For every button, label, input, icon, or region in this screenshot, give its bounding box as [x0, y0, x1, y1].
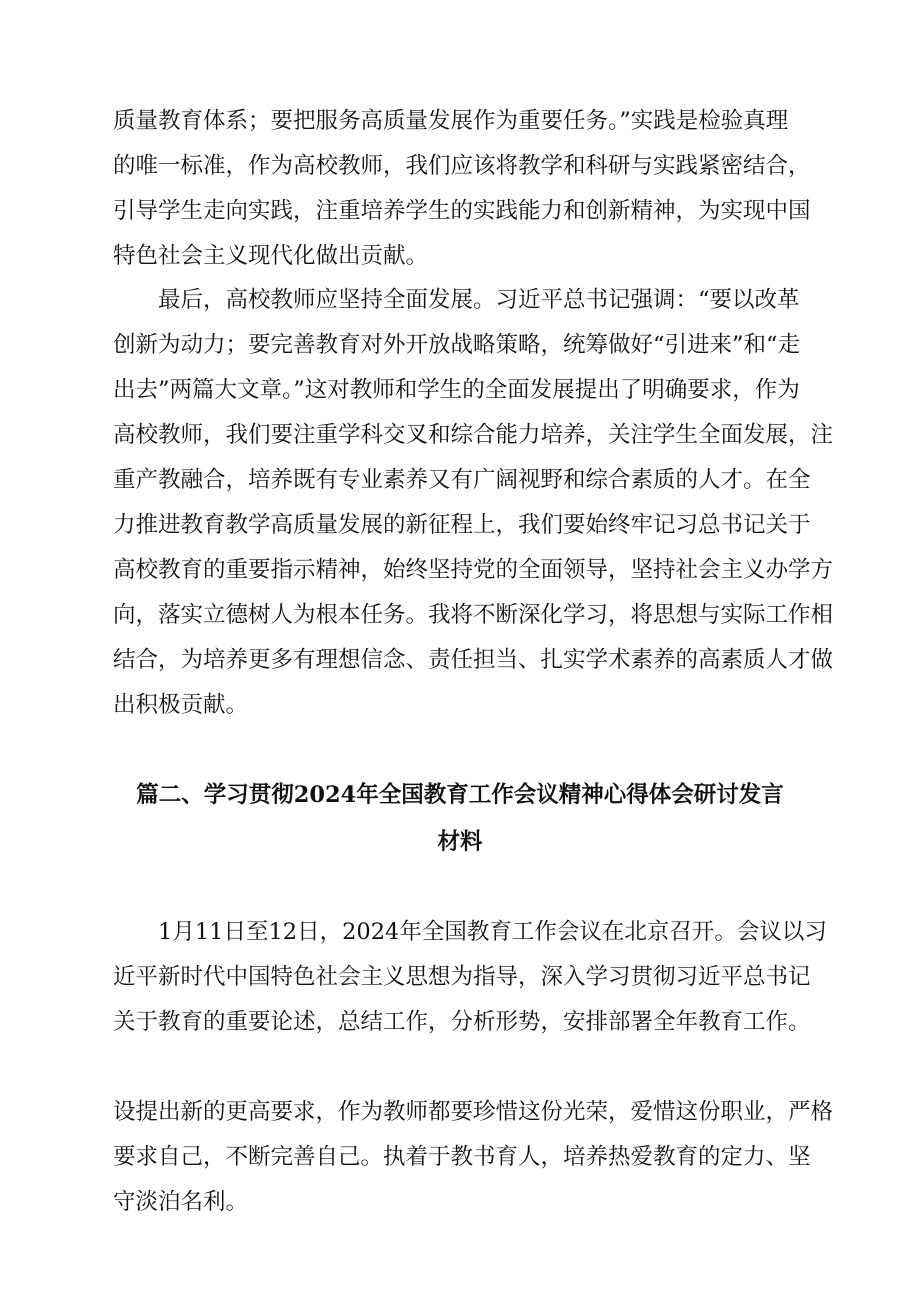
- paragraph-line: 引导学生走向实践，注重培养学生的实践能力和创新精神，为实现中国: [113, 198, 811, 224]
- paragraph-line: 的唯一标准，作为高校教师，我们应该将教学和科研与实践紧密结合，: [113, 153, 811, 179]
- paragraph-line: 出去”两篇大文章。”这对教师和学生的全面发展提出了明确要求，作为: [113, 377, 800, 403]
- paragraph-line: 重产教融合，培养既有专业素养又有广阔视野和综合素质的人才。在全: [113, 467, 811, 493]
- paragraph-line: 守淡泊名利。: [113, 1189, 249, 1215]
- paragraph-line: 1月11日至12日，2024年全国教育工作会议在北京召开。会议以习: [113, 919, 827, 945]
- section-heading: 篇二、学习贯彻2024年全国教育工作会议精神心得体会研讨发言: [136, 782, 784, 808]
- paragraph-line: 关于教育的重要论述，总结工作，分析形势，安排部署全年教育工作。: [113, 1009, 811, 1035]
- paragraph-line: 出积极贡献。: [113, 692, 249, 718]
- paragraph-line: 高校教育的重要指示精神，始终坚持党的全面领导，坚持社会主义办学方: [113, 557, 833, 583]
- paragraph-line: 最后，高校教师应坚持全面发展。习近平总书记强调：“要以改革: [113, 287, 800, 313]
- paragraph-line: 设提出新的更高要求，作为教师都要珍惜这份光荣，爱惜这份职业，严格: [113, 1099, 833, 1125]
- paragraph-line: 创新为动力；要完善教育对外开放战略策略，统筹做好“引进来”和“走: [113, 332, 801, 358]
- paragraph-line: 特色社会主义现代化做出贡献。: [113, 243, 429, 269]
- paragraph-line: 高校教师，我们要注重学科交叉和综合能力培养，关注学生全面发展，注: [113, 422, 833, 448]
- paragraph-line: 质量教育体系；要把服务高质量发展作为重要任务。”实践是检验真理: [113, 108, 789, 134]
- section-heading-continued: 材料: [437, 829, 483, 855]
- paragraph-line: 近平新时代中国特色社会主义思想为指导，深入学习贯彻习近平总书记: [113, 964, 811, 990]
- paragraph-line: 向，落实立德树人为根本任务。我将不断深化学习，将思想与实际工作相: [113, 602, 833, 628]
- paragraph-line: 结合，为培养更多有理想信念、责任担当、扎实学术素养的高素质人才做: [113, 647, 833, 673]
- paragraph-line: 力推进教育教学高质量发展的新征程上，我们要始终牢记习总书记关于: [113, 512, 811, 538]
- paragraph-line: 要求自己，不断完善自己。执着于教书育人，培养热爱教育的定力、坚: [113, 1144, 811, 1170]
